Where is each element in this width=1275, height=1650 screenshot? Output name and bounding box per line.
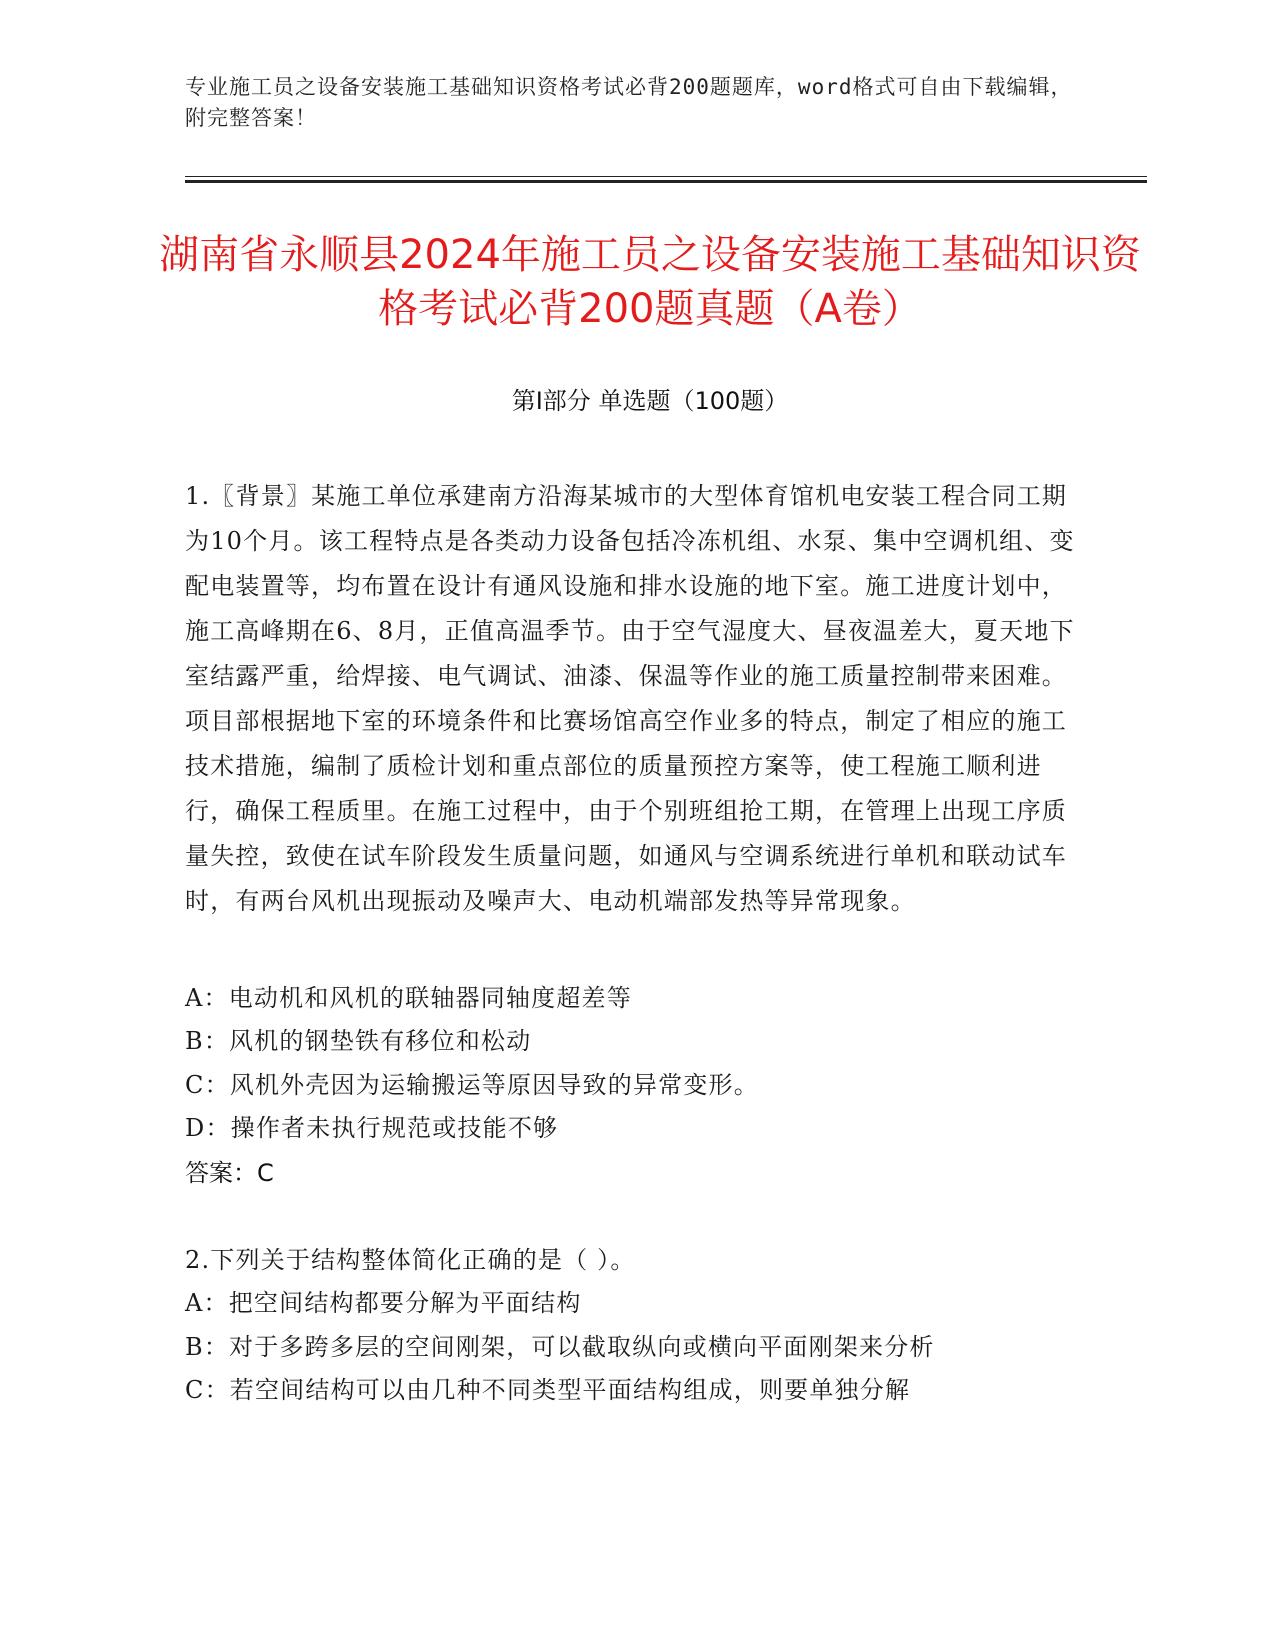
header-divider-thick [185, 180, 1147, 183]
option-c: C：风机外壳因为运输搬运等原因导致的异常变形。 [185, 1071, 759, 1099]
option-a: A：电动机和风机的联轴器同轴度超差等 [185, 984, 632, 1012]
question-stem: 1.〖背景〗某施工单位承建南方沿海某城市的大型体育馆机电安装工程合同工期为10个月。该工程特点是各类动力设备包括冷冻机组、水泵、集中空调机组、变配电装置等，均布置在设计有通风设施和排水设施的地下室。施工进度计划中，施工高峰期在6、8月，正值高温季节。由于空气湿度大、昼夜温差大，夏天地下室结露严重，给焊接、电气调试、油漆、保温等作业的施工质量控制带来困难。项目部根据地下室的环境条件和比赛场馆高空作业多的特点，制定了相应的施工技术措施，编制了质检计划和重点部位的质量预控方案等，使工程施工顺利进行，确保工程质里。在施工过程中，由于个别班组抢工期，在管理上出现工序质量失控，致使在试车阶段发生质量问题，如通风与空调系统进行单机和联动试车时，有两台风机出现振动及噪声大、电动机端部发热等异常现象。 [185, 482, 1075, 915]
section-title: 第Ⅰ部分 单选题（100题） [511, 387, 789, 415]
header-note: 专业施工员之设备安装施工基础知识资格考试必背200题题库，word格式可自由下载编辑，附完整答案！ [185, 75, 1073, 130]
option-a: A：把空间结构都要分解为平面结构 [185, 1289, 582, 1317]
answer: 答案：C [185, 1159, 274, 1187]
header-divider-thin [185, 176, 1147, 177]
option-c: C：若空间结构可以由几种不同类型平面结构组成，则要单独分解 [185, 1376, 911, 1404]
option-b: B：风机的钢垫铁有移位和松动 [185, 1027, 532, 1055]
document-title: 湖南省永顺县2024年施工员之设备安装施工基础知识资格考试必背200题真题（A卷） [159, 232, 1141, 332]
option-d: D：操作者未执行规范或技能不够 [185, 1114, 559, 1142]
option-b: B：对于多跨多层的空间刚架，可以截取纵向或横向平面刚架来分析 [185, 1333, 935, 1361]
question-stem: 2.下列关于结构整体简化正确的是（ ）。 [185, 1246, 636, 1274]
